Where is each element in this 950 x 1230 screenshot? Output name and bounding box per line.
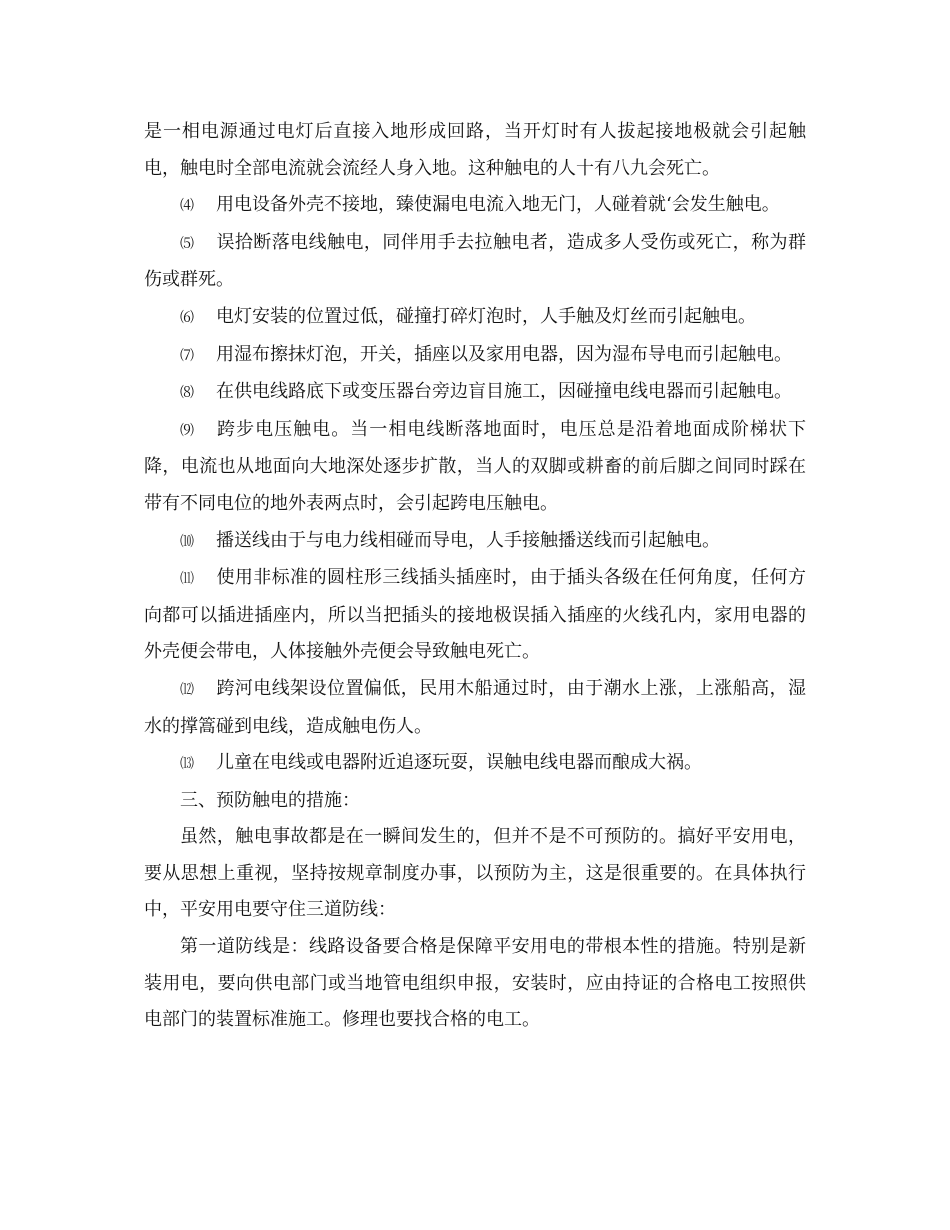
paragraph-text: 是一相电源通过电灯后直接入地形成回路，当开灯时有人拔起接地极就会引起触电，触电时全部电流就会流经人身入地。这种触电的人十有八九会死亡。 (144, 121, 806, 179)
item-number: ⒀ (180, 756, 194, 773)
paragraph-text: 电灯安装的位置过低，碰撞打碎灯泡时，人手触及灯丝而引起触电。 (216, 305, 756, 327)
paragraph (144, 337, 806, 375)
paragraph (144, 560, 806, 671)
paragraph-text: 在供电线路底下或变压器台旁边盲目施工，因碰撞电线电器而引起触电。 (216, 381, 792, 403)
paragraph-text: 用电设备外壳不接地，臻使漏电电流入地无门，人碰着就‘会发生触电。 (216, 194, 780, 216)
paragraph (144, 929, 806, 1039)
item-number: ⑷ (180, 198, 194, 215)
document-body (144, 114, 806, 1039)
paragraph-text: 三、预防触电的措施： (180, 789, 360, 811)
paragraph (144, 412, 806, 523)
paragraph (144, 374, 806, 412)
paragraph (144, 523, 806, 561)
item-number: ⑿ (180, 681, 194, 698)
paragraph (144, 225, 806, 299)
paragraph-text: 第一道防线是：线路设备要合格是保障平安用电的带根本性的措施。特别是新装用电，要向供电部门或当地管电组织申报，安装时，应由持证的合格电工按照供电部门的装置标准施工。修理也要找合格的电工。 (144, 936, 806, 1031)
paragraph (144, 114, 806, 187)
paragraph-text: 误拾断落电线触电，同伴用手去拉触电者，造成多人受伤或死亡，称为群伤或群死。 (144, 231, 806, 291)
paragraph-text: 用湿布擦抹灯泡，开关，插座以及家用电器，因为湿布导电而引起触电。 (216, 343, 792, 365)
item-number: ⑾ (180, 571, 194, 588)
paragraph-text: 儿童在电线或电器附近追逐玩耍，误触电线电器而酿成大祸。 (216, 752, 702, 774)
item-number: ⑺ (180, 347, 194, 364)
item-number: ⑻ (180, 385, 194, 402)
paragraph-text: 播送线由于与电力线相碰而导电，人手接触播送线而引起触电。 (216, 529, 720, 551)
item-number: ⑸ (180, 235, 194, 252)
paragraph-text: 使用非标准的圆柱形三线插头插座时，由于插头各级在任何角度，任何方向都可以插进插座内，所以当把插头的接地极误插入插座的火线孔内，家用电器的外壳便会带电，人体接触外壳便会导致触电死亡。 (144, 567, 806, 663)
item-number: ⑼ (180, 422, 194, 439)
item-number: ⑽ (180, 533, 194, 550)
paragraph (144, 745, 806, 783)
section-heading (144, 783, 806, 820)
paragraph (144, 299, 806, 337)
paragraph (144, 671, 806, 745)
paragraph-text: 虽然，触电事故都是在一瞬间发生的，但并不是不可预防的。搞好平安用电，要从思想上重视，坚持按规章制度办事，以预防为主，这是很重要的。在具体执行中，平安用电要守住三道防线： (144, 826, 806, 921)
item-number: ⑹ (180, 309, 194, 326)
paragraph-text: 跨河电线架设位置偏低，民用木船通过时，由于潮水上涨，上涨船高，湿水的撑篙碰到电线，造成触电伤人。 (144, 677, 806, 737)
paragraph (144, 187, 806, 225)
paragraph-text: 跨步电压触电。当一相电线断落地面时，电压总是沿着地面成阶梯状下降，电流也从地面向大地深处逐步扩散，当人的双脚或耕畜的前后脚之间同时踩在带有不同电位的地外表两点时，会引起跨电压触电。 (144, 418, 806, 514)
paragraph (144, 819, 806, 929)
